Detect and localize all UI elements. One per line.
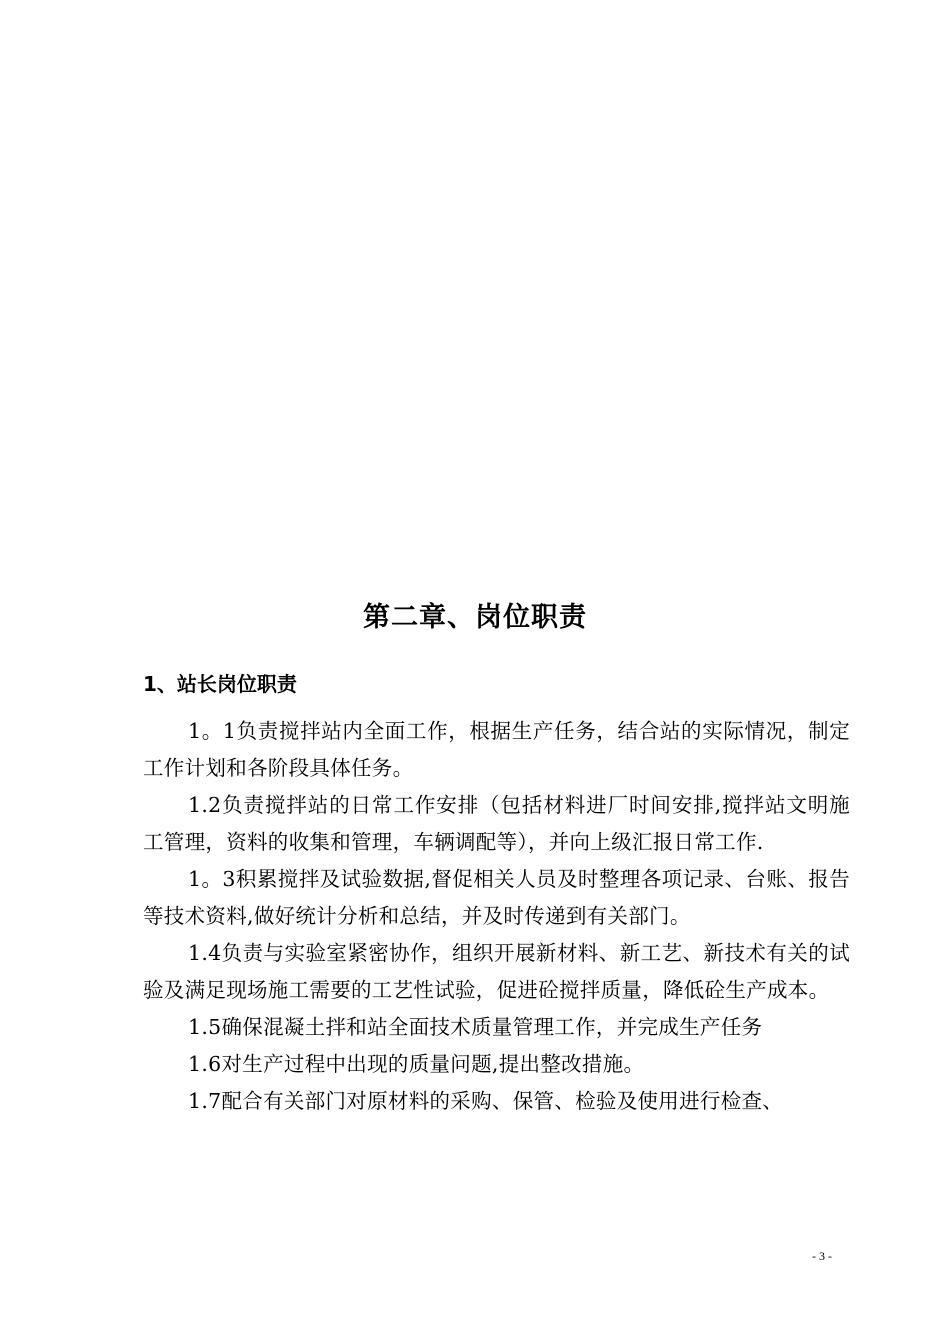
paragraph-1-5: 1.5确保混凝土拌和站全面技术质量管理工作，并完成生产任务 xyxy=(188,1015,763,1039)
paragraph-1-1: 1。1负责搅拌站内全面工作，根据生产任务，结合站的实际情况，制定工作计划和各阶段具体任务。 xyxy=(143,719,850,780)
section-body xyxy=(143,713,850,1120)
paragraph-1-2: 1.2负责搅拌站的日常工作安排（包括材料进厂时间安排,搅拌站文明施工管理，资料的收集和管理，车辆调配等），并向上级汇报日常工作. xyxy=(143,793,850,854)
paragraph-1-6: 1.6对生产过程中出现的质量问题,提出整改措施。 xyxy=(188,1052,645,1076)
chapter-title: 第二章、岗位职责 xyxy=(363,602,587,633)
paragraph-1-4: 1.4负责与实验室紧密协作，组织开展新材料、新工艺、新技术有关的试验及满足现场施工需要的工艺性试验，促进砼搅拌质量，降低砼生产成本。 xyxy=(143,941,850,1002)
page-number: - 3 - xyxy=(812,1249,832,1263)
paragraph-1-7: 1.7配合有关部门对原材料的采购、保管、检验及使用进行检查、 xyxy=(188,1089,784,1113)
paragraph-1-3: 1。3积累搅拌及试验数据,督促相关人员及时整理各项记录、台账、报告等技术资料,做好统计分析和总结，并及时传递到有关部门。 xyxy=(143,867,850,928)
section-heading: 1、站长岗位职责 xyxy=(143,672,297,696)
